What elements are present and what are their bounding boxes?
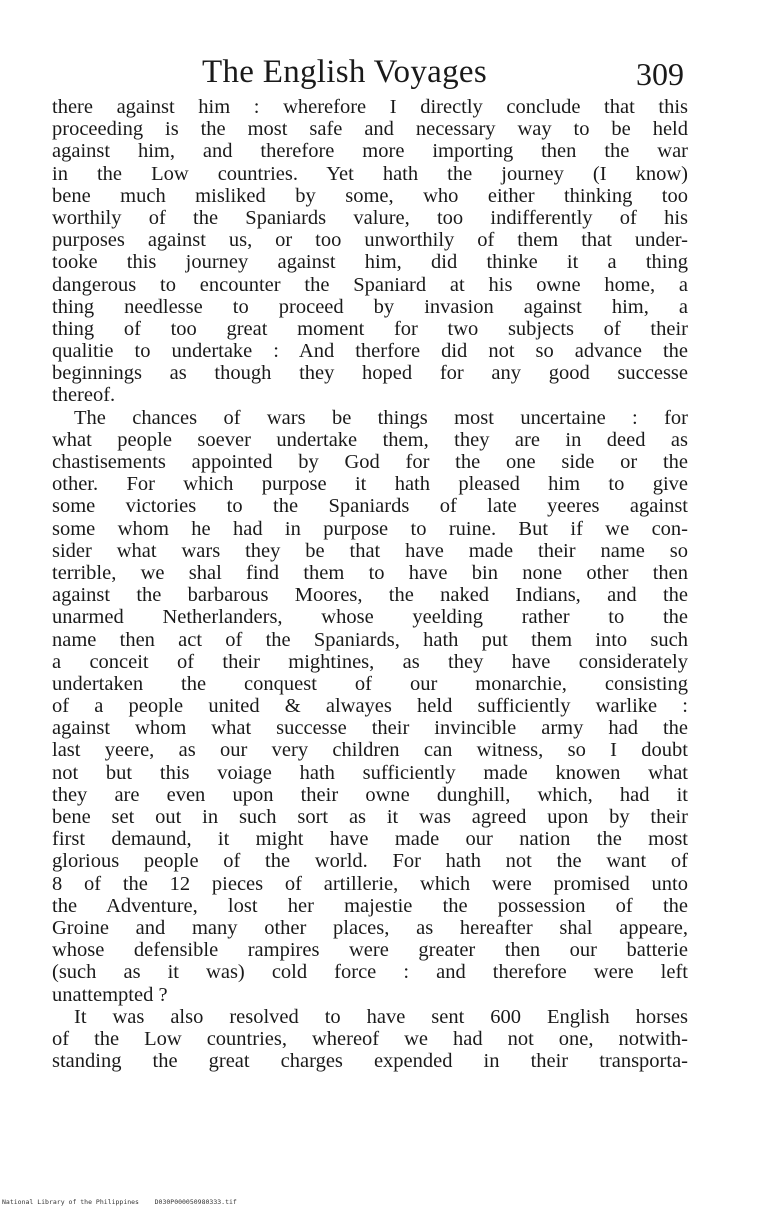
text-line: not but this voiage hath sufficiently made knowen what (52, 761, 688, 784)
text-line: whose defensible rampires were greater then our batterie (52, 939, 688, 962)
text-line: other. For which purpose it hath pleased him to give (52, 473, 688, 496)
text-line: against the barbarous Moores, the naked Indians, and the (52, 584, 688, 607)
body-text (52, 96, 688, 1072)
text-line: purposes against us, or too unworthily of them that under- (52, 229, 688, 252)
text-line: they are even upon their owne dunghill, which, had it (52, 783, 688, 806)
text-line: tooke this journey against him, did thinke it a thing (52, 251, 688, 274)
text-line: (such as it was) cold force : and therefore were left (52, 961, 688, 984)
text-line: thing needlesse to proceed by invasion against him, a (52, 295, 688, 318)
text-line: chastisements appointed by God for the one side or the (52, 451, 688, 473)
text-line: name then act of the Spaniards, hath put them into such (52, 628, 688, 651)
text-line: thereof. (52, 384, 116, 407)
text-line: what people soever undertake them, they are in deed as (52, 428, 688, 451)
text-line: glorious people of the world. For hath not the want of (52, 850, 688, 873)
text-line: The chances of wars be things most uncertaine : for (74, 406, 688, 429)
text-line: bene much misliked by some, who either thinking too (52, 184, 688, 207)
text-line: standing the great charges expended in their transporta- (52, 1050, 688, 1073)
file-id: D030P000050980333.tif (154, 1198, 237, 1206)
text-line: some whom he had in purpose to ruine. But if we con- (52, 517, 688, 540)
text-line: against whom what successe their invincible army had the (52, 717, 688, 740)
text-line: thing of too great moment for two subjects of their (52, 317, 688, 340)
text-line: worthily of the Spaniards valure, too indifferently of his (52, 206, 688, 229)
text-line: dangerous to encounter the Spaniard at his owne home, a (52, 273, 688, 296)
text-line: in the Low countries. Yet hath the journey (I know) (52, 162, 688, 185)
text-line: Groine and many other places, as hereafter shal appeare, (52, 916, 688, 939)
text-line: the Adventure, lost her majestie the possession of the (52, 894, 688, 917)
page-header (52, 50, 688, 94)
text-line: of a people united & alwayes held sufficiently warlike : (52, 695, 688, 718)
text-line: a conceit of their mightines, as they have considerately (52, 650, 688, 673)
text-line: unattempted ? (52, 983, 168, 1006)
text-line: qualitie to undertake : And therfore did not so advance the (52, 340, 688, 363)
text-line: some victories to the Spaniards of late yeeres against (52, 495, 688, 518)
text-line: unarmed Netherlanders, whose yeelding rather to the (52, 606, 688, 629)
text-line: beginnings as though they hoped for any good successe (52, 362, 688, 385)
library-name: National Library of the Philippines (2, 1198, 139, 1206)
page-number: 309 (636, 56, 684, 92)
running-head: The English Voyages (202, 54, 487, 90)
text-line: first demaund, it might have made our nation the most (52, 828, 688, 851)
text-line: last yeere, as our very children can witness, so I doubt (52, 739, 688, 762)
text-line: terrible, we shal find them to have bin none other then (52, 561, 688, 584)
text-line: undertaken the conquest of our monarchie, consisting (52, 672, 688, 695)
text-line: proceeding is the most safe and necessary way to be held (52, 118, 688, 141)
text-line: against him, and therefore more importing then the war (52, 140, 688, 163)
text-line: sider what wars they be that have made their name so (52, 539, 688, 562)
scan-footer (2, 1198, 237, 1206)
text-line: there against him : wherefore I directly conclude that this (52, 96, 688, 118)
text-line: bene set out in such sort as it was agreed upon by their (52, 806, 688, 828)
text-line: of the Low countries, whereof we had not one, notwith- (52, 1027, 688, 1050)
text-line: 8 of the 12 pieces of artillerie, which were promised unto (52, 872, 688, 895)
text-line: It was also resolved to have sent 600 English horses (74, 1005, 688, 1028)
